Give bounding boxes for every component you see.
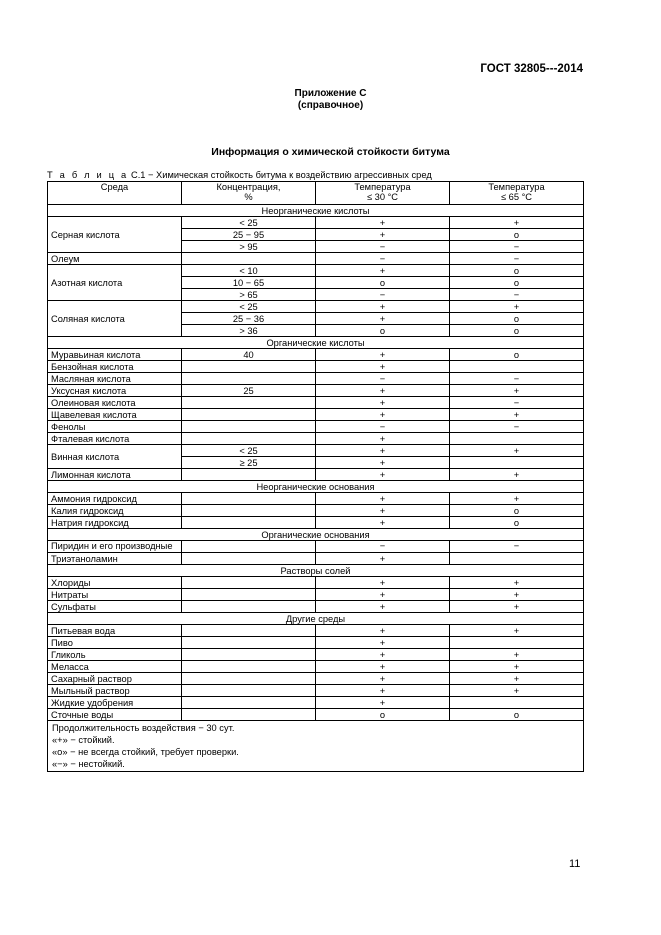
table-cell: Другие среды [48,613,584,625]
table-row [48,301,584,313]
table-cell: Растворы солей [48,565,584,577]
table-cell: + [316,349,450,361]
table-cell: + [316,301,450,313]
table-cell: + [450,577,584,589]
table-cell: + [316,445,450,457]
appendix-title: Приложение С [294,88,367,99]
table-cell: Сахарный раствор [48,673,182,685]
table-cell [182,433,316,445]
table-caption-text: С.1 − Химическая стойкость битума к воздействию агрессивных сред [130,170,432,180]
table-cell: − [450,373,584,385]
table-cell: Калия гидроксид [48,505,182,517]
table-cell: + [316,625,450,637]
table-cell [182,661,316,673]
table-cell: о [450,709,584,721]
table-cell: + [316,649,450,661]
table-cell [450,361,584,373]
table-cell: + [450,493,584,505]
table-row [48,577,584,589]
table-row [48,397,584,409]
table-cell: о [450,325,584,337]
table-cell: Лимонная кислота [48,469,182,481]
table-cell [182,649,316,661]
table-cell: − [316,241,450,253]
table-cell: ≥ 25 [182,457,316,469]
table-cell: Фенолы [48,421,182,433]
table-cell: + [316,553,450,565]
table-cell: Муравьиная кислота [48,349,182,361]
table-cell: 25 [182,385,316,397]
table-cell [182,637,316,649]
table-cell: + [450,649,584,661]
table-cell: о [450,277,584,289]
table-cell: 25 − 95 [182,229,316,241]
table-cell [450,553,584,565]
table-cell: − [316,253,450,265]
table-cell [450,433,584,445]
table-cell [182,589,316,601]
table-row [48,421,584,433]
table-cell: + [450,661,584,673]
table-cell: 10 − 65 [182,277,316,289]
appendix-subtitle: (справочное) [297,100,364,111]
table-cell: о [450,505,584,517]
table-row [48,685,584,697]
table-cell: + [316,433,450,445]
table-cell: о [450,265,584,277]
table-cell: Сточные воды [48,709,182,721]
table-cell: Олеиновая кислота [48,397,182,409]
table-row [48,493,584,505]
table-row [48,265,584,277]
table-cell: − [450,241,584,253]
table-cell: + [316,589,450,601]
header-temp-30: Температура ≤ 30 °С [316,182,450,205]
table-cell: − [450,397,584,409]
table-cell [182,361,316,373]
table-row [48,517,584,529]
table-cell: Олеум [48,253,182,265]
table-cell: + [450,301,584,313]
table-cell: + [450,469,584,481]
table-cell: + [450,673,584,685]
table-cell: Меласса [48,661,182,673]
table-cell: − [316,541,450,553]
table-header [48,182,584,205]
header-medium: Среда [48,182,182,205]
table-cell: о [316,325,450,337]
table-cell: < 25 [182,301,316,313]
table-row [48,349,584,361]
table-cell: о [316,709,450,721]
table-cell: − [316,421,450,433]
table-cell: Мыльный раствор [48,685,182,697]
table-cell: Жидкие удобрения [48,697,182,709]
table-row [48,505,584,517]
note-o: «о» − не всегда стойкий, требует проверки. [52,747,239,757]
table-cell [182,541,316,553]
table-row [48,253,584,265]
section-title: Информация о химической стойкости битума [211,146,450,158]
table-cell: о [450,229,584,241]
table-cell: + [316,397,450,409]
table-cell: + [316,505,450,517]
table-row [48,541,584,553]
table-cell: > 36 [182,325,316,337]
table-cell: Хлориды [48,577,182,589]
table-cell [450,637,584,649]
table-cell [182,625,316,637]
table-cell: Сульфаты [48,601,182,613]
table-cell: < 25 [182,445,316,457]
table-cell: + [450,625,584,637]
table-cell: − [316,289,450,301]
header-concentration: Концентрация, % [182,182,316,205]
table-cell: > 95 [182,241,316,253]
table-cell: Неорганические кислоты [48,205,584,217]
table-cell [48,721,584,772]
table-cell: − [450,289,584,301]
table-row [48,589,584,601]
table-cell: + [316,361,450,373]
table-cell: − [316,373,450,385]
chemical-resistance-table [47,181,584,772]
table-row [48,361,584,373]
table-cell [182,673,316,685]
table-row [48,637,584,649]
table-cell: + [450,601,584,613]
table-cell: + [316,493,450,505]
section-row [48,613,584,625]
table-cell [182,409,316,421]
table-cell: Пиво [48,637,182,649]
appendix-heading [0,88,661,112]
table-cell: Фталевая кислота [48,433,182,445]
table-cell: Аммония гидроксид [48,493,182,505]
table-cell: + [316,457,450,469]
table-row [48,373,584,385]
table-cell: − [450,421,584,433]
table-cell: о [450,349,584,361]
table-cell: + [316,517,450,529]
table-cell: + [316,229,450,241]
table-cell: + [450,409,584,421]
table-cell: + [316,577,450,589]
table-cell [182,421,316,433]
table-cell: − [450,253,584,265]
table-row [48,601,584,613]
table-row [48,445,584,457]
table-cell [182,685,316,697]
table-cell: Гликоль [48,649,182,661]
table-cell [182,493,316,505]
table-cell [182,469,316,481]
table-row [48,709,584,721]
table-cell: + [316,265,450,277]
table-cell: < 25 [182,217,316,229]
table-cell [182,577,316,589]
table-row [48,553,584,565]
table-cell [182,253,316,265]
note-duration: Продолжительность воздействия − 30 сут. [52,723,235,733]
table-cell: Бензойная кислота [48,361,182,373]
table-cell: Уксусная кислота [48,385,182,397]
table-cell [182,505,316,517]
table-cell [450,697,584,709]
table-cell [182,697,316,709]
table-cell: Щавелевая кислота [48,409,182,421]
section-row [48,565,584,577]
table-cell: 25 − 36 [182,313,316,325]
table-row [48,661,584,673]
page-number: 11 [569,858,581,870]
table-cell: + [316,637,450,649]
note-minus: «−» − нестойкий. [52,759,125,769]
table-row [48,385,584,397]
table-cell [182,601,316,613]
table-cell [182,397,316,409]
table-cell: 40 [182,349,316,361]
table-cell: Неорганические основания [48,481,584,493]
table-cell: + [316,217,450,229]
table-cell: Органические основания [48,529,584,541]
table-cell: + [316,685,450,697]
table-cell: Пиридин и его производные [48,541,182,553]
table-caption-prefix: Т а б л и ц а [47,170,129,180]
table-cell: Серная кислота [48,217,182,253]
table-cell: + [316,409,450,421]
note-plus: «+» − стойкий. [52,735,115,745]
table-cell: > 65 [182,289,316,301]
table-cell: Винная кислота [48,445,182,469]
header-temp-65: Температура ≤ 65 °С [450,182,584,205]
table-cell: + [316,313,450,325]
table-row [48,673,584,685]
table-cell: < 10 [182,265,316,277]
table-cell: + [450,685,584,697]
table-cell: о [450,313,584,325]
table-cell: − [450,541,584,553]
table-cell [450,457,584,469]
table-cell: + [316,697,450,709]
table-row [48,697,584,709]
standard-number: ГОСТ 32805---2014 [480,63,583,75]
table-row [48,433,584,445]
table-cell [182,709,316,721]
section-row [48,337,584,349]
table-row [48,409,584,421]
table-cell: Натрия гидроксид [48,517,182,529]
table-cell [182,373,316,385]
table-cell: о [316,277,450,289]
table-cell: + [316,673,450,685]
table-row [48,625,584,637]
table-cell: Азотная кислота [48,265,182,301]
table-cell: + [450,217,584,229]
table-cell: + [450,385,584,397]
table-cell: + [316,469,450,481]
table-cell: Органические кислоты [48,337,584,349]
section-row [48,481,584,493]
table-row [48,469,584,481]
section-row [48,205,584,217]
table-cell: Соляная кислота [48,301,182,337]
table-notes [48,721,584,772]
table-cell: + [316,385,450,397]
table-cell: + [316,601,450,613]
table-cell [182,517,316,529]
section-row [48,529,584,541]
table-cell [182,553,316,565]
table-cell: + [316,661,450,673]
table-row [48,217,584,229]
table-cell: Питьевая вода [48,625,182,637]
table-row [48,649,584,661]
table-cell: + [450,445,584,457]
table-cell: Триэтаноламин [48,553,182,565]
table-caption [47,170,432,180]
table-cell: + [450,589,584,601]
table-cell: Нитраты [48,589,182,601]
table-cell: Масляная кислота [48,373,182,385]
table-cell: о [450,517,584,529]
